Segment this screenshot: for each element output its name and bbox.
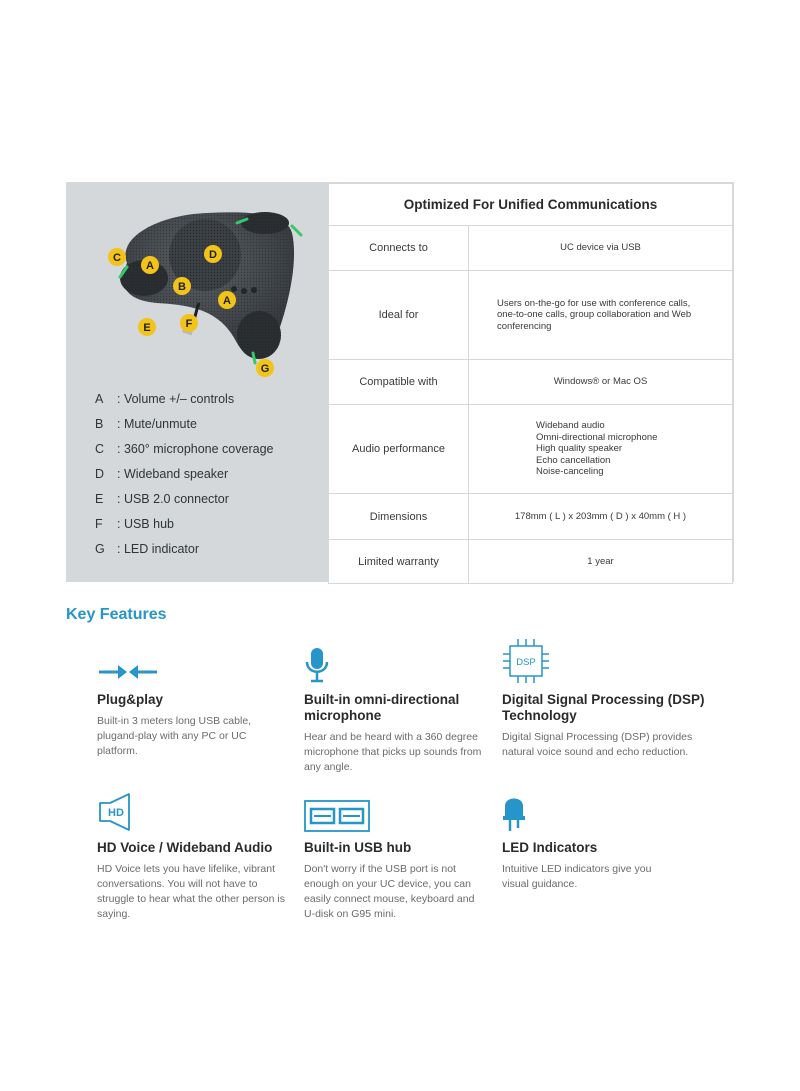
svg-text:G: G <box>260 363 270 375</box>
legend-item: A : Volume +/– controls <box>95 392 235 406</box>
feature-description: Built-in 3 meters long USB cable, plugand-play with any PC or UC platform. <box>97 715 252 757</box>
feature-title: Digital Signal Processing (DSP) Technology <box>502 692 705 723</box>
svg-text:A: A <box>146 260 154 272</box>
feature-plug-and-play <box>97 640 292 759</box>
feature-description: Digital Signal Processing (DSP) provides natural voice sound and echo reduction. <box>502 731 693 758</box>
spec-label: Audio performance <box>329 405 469 494</box>
spec-list-item: Echo cancellation <box>536 454 611 466</box>
key-features-title: Key Features <box>66 606 167 623</box>
feature-title: HD Voice / Wideband Audio <box>97 840 273 855</box>
callout-e <box>138 318 156 336</box>
usb-hub-icon <box>304 788 499 832</box>
callout-a-bottom <box>218 291 236 309</box>
hd-speaker-icon <box>97 788 292 832</box>
feature-title: Built-in USB hub <box>304 840 412 855</box>
feature-title: Plug&play <box>97 692 164 707</box>
svg-text:A: A <box>223 295 231 307</box>
spec-row <box>329 271 733 360</box>
spec-row <box>329 405 733 494</box>
speakerphone-image <box>87 193 327 378</box>
feature-led <box>502 788 697 892</box>
spec-row <box>329 494 733 540</box>
legend-item: D : Wideband speaker <box>95 467 229 481</box>
spec-value: 1 year <box>469 540 733 584</box>
feature-title: LED Indicators <box>502 840 598 855</box>
product-panel <box>67 183 328 581</box>
spec-row <box>329 226 733 271</box>
spec-label: Connects to <box>329 226 469 271</box>
legend-item: E : USB 2.0 connector <box>95 492 229 506</box>
dsp-chip-icon <box>502 640 712 684</box>
feature-microphone <box>304 640 499 775</box>
spec-label: Compatible with <box>329 360 469 405</box>
spec-row <box>329 540 733 584</box>
led-icon <box>502 788 697 832</box>
spec-value: UC device via USB <box>469 226 733 271</box>
feature-description: HD Voice lets you have lifelike, vibrant conversations. You will not have to struggle to hear what the other person is saying. <box>97 863 285 920</box>
legend-item: B : Mute/unmute <box>95 417 197 431</box>
spec-value-list <box>469 405 733 494</box>
spec-table <box>328 183 733 584</box>
feature-description: Intuitive LED indicators give you visual guidance. <box>502 863 652 890</box>
svg-text:C: C <box>113 252 121 264</box>
svg-text:DSP: DSP <box>516 657 536 668</box>
arrows-in-icon <box>97 640 292 684</box>
feature-dsp <box>502 640 712 760</box>
spec-section <box>66 182 734 582</box>
callout-b <box>173 277 191 295</box>
svg-text:HD: HD <box>108 807 124 819</box>
feature-description: Don't worry if the USB port is not enough on your UC device, you can easily connect mouse, keyboard and U-disk on G95 mini. <box>304 863 475 920</box>
spec-title: Optimized For Unified Communications <box>329 184 733 226</box>
legend-item: G : LED indicator <box>95 542 199 556</box>
feature-usb-hub <box>304 788 499 922</box>
spec-list-item: Omni-directional microphone <box>536 431 658 443</box>
legend-item: F : USB hub <box>95 517 174 531</box>
feature-title: Built-in omni-directional microphone <box>304 692 460 723</box>
legend-item: C : 360° microphone coverage <box>95 442 274 456</box>
feature-description: Hear and be heard with a 360 degree microphone that picks up sounds from any angle. <box>304 731 482 773</box>
callout-f <box>180 314 198 332</box>
device-illustration <box>87 193 327 378</box>
callout-c <box>108 248 126 266</box>
component-legend <box>95 391 273 566</box>
spec-label: Dimensions <box>329 494 469 540</box>
feature-hd-voice <box>97 788 292 922</box>
spec-value: Users on-the-go for use with conference calls, one-to-one calls, group collaboration and Web conferencing <box>469 271 733 360</box>
spec-row <box>329 360 733 405</box>
svg-text:B: B <box>178 281 186 293</box>
svg-text:D: D <box>209 249 217 261</box>
spec-label: Ideal for <box>329 271 469 360</box>
svg-text:F: F <box>185 318 193 330</box>
callout-a-top <box>141 256 159 274</box>
spec-list-item: High quality speaker <box>536 443 623 455</box>
spec-title-row <box>329 184 733 226</box>
spec-value: Windows® or Mac OS <box>469 360 733 405</box>
spec-list-item: Noise-canceling <box>536 466 604 478</box>
spec-value: 178mm ( L ) x 203mm ( D ) x 40mm ( H ) <box>469 494 733 540</box>
callout-g <box>256 359 274 377</box>
spec-label: Limited warranty <box>329 540 469 584</box>
microphone-icon <box>304 640 499 684</box>
svg-text:E: E <box>143 322 151 334</box>
callout-d <box>204 245 222 263</box>
spec-list-item: Wideband audio <box>536 420 605 432</box>
